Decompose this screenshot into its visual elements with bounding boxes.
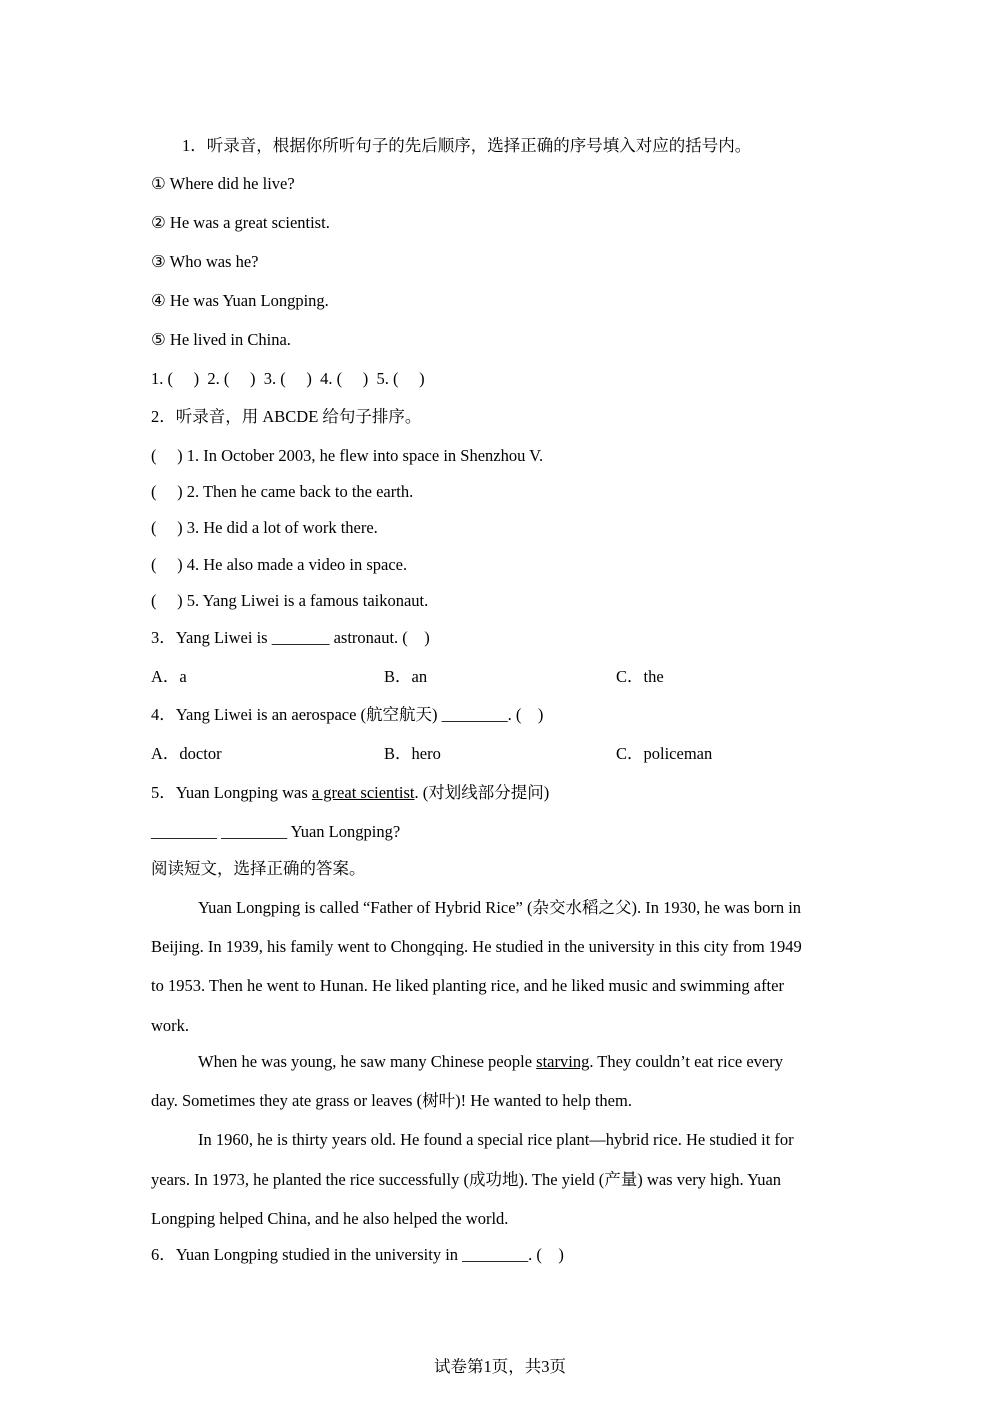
q3-option-b[interactable]: B．an <box>384 667 428 686</box>
q5-stem-after: . (对划线部分提问) <box>414 783 550 802</box>
q4-stem: 4．Yang Liwei is an aerospace (航空航天) ________. ( ) <box>151 705 544 724</box>
p2-underlined-word: starving <box>536 1052 590 1071</box>
sentence-4: ④ He was Yuan Longping. <box>151 291 329 310</box>
q5-stem-before: 5．Yuan Longping was <box>151 783 312 802</box>
p2-line-1 <box>198 1052 783 1072</box>
q5-blank-line[interactable]: ________ ________ Yuan Longping? <box>151 822 401 841</box>
q3-option-c[interactable]: C．the <box>616 667 664 686</box>
p1-line-1: Yuan Longping is called “Father of Hybrid Rice” (杂交水稻之父). In 1930, he was born in <box>198 898 802 917</box>
q4-option-c[interactable]: C．policeman <box>616 744 713 763</box>
q3-option-a[interactable]: A．a <box>151 667 187 686</box>
p2-text-before: When he was young, he saw many Chinese people <box>198 1052 537 1071</box>
reading-instruction: 阅读短文，选择正确的答案。 <box>151 859 366 878</box>
q3-stem: 3．Yang Liwei is _______ astronaut. ( ) <box>151 628 430 647</box>
q4-option-b[interactable]: B．hero <box>384 744 441 763</box>
sentence-2: ② He was a great scientist. <box>151 213 330 232</box>
section1-title: 1．听录音，根据你所听句子的先后顺序，选择正确的序号填入对应的括号内。 <box>182 136 752 155</box>
ordering-item-1[interactable]: ( ) 1. In October 2003, he flew into space in Shenzhou V. <box>151 446 544 465</box>
p1-line-4: work. <box>151 1016 190 1035</box>
p2-line-2: day. Sometimes they ate grass or leaves (树叶)! He wanted to help them. <box>151 1091 632 1110</box>
ordering-item-3[interactable]: ( ) 3. He did a lot of work there. <box>151 518 378 537</box>
ordering-item-5[interactable]: ( ) 5. Yang Liwei is a famous taikonaut. <box>151 591 429 610</box>
ordering-item-2[interactable]: ( ) 2. Then he came back to the earth. <box>151 482 414 501</box>
page-footer: 试卷第1页，共3页 <box>434 1357 566 1376</box>
sentence-3: ③ Who was he? <box>151 252 259 271</box>
q5-underlined-phrase: a great scientist <box>311 783 415 802</box>
sentence-1: ① Where did he live? <box>151 174 295 193</box>
p1-line-3: to 1953. Then he went to Hunan. He liked planting rice, and he liked music and swimming after <box>151 976 784 995</box>
q4-option-a[interactable]: A．doctor <box>151 744 222 763</box>
p1-line-2: Beijing. In 1939, his family went to Chongqing. He studied in the university in this city from 1949 <box>151 937 802 956</box>
section2-title: 2．听录音，用 ABCDE 给句子排序。 <box>151 407 422 426</box>
sentence-5: ⑤ He lived in China. <box>151 330 291 349</box>
q5-stem <box>151 783 549 803</box>
answer-line[interactable]: 1. ( ) 2. ( ) 3. ( ) 4. ( ) 5. ( ) <box>151 369 425 388</box>
p2-text-after: . They couldn’t eat rice every <box>589 1052 783 1071</box>
p3-line-3: Longping helped China, and he also helped the world. <box>151 1209 509 1228</box>
ordering-item-4[interactable]: ( ) 4. He also made a video in space. <box>151 555 408 574</box>
q6-stem: 6．Yuan Longping studied in the university in ________. ( ) <box>151 1245 564 1264</box>
p3-line-1: In 1960, he is thirty years old. He found a special rice plant—hybrid rice. He studied it for <box>198 1130 794 1149</box>
p3-line-2: years. In 1973, he planted the rice successfully (成功地). The yield (产量) was very high. Yuan <box>151 1170 782 1189</box>
